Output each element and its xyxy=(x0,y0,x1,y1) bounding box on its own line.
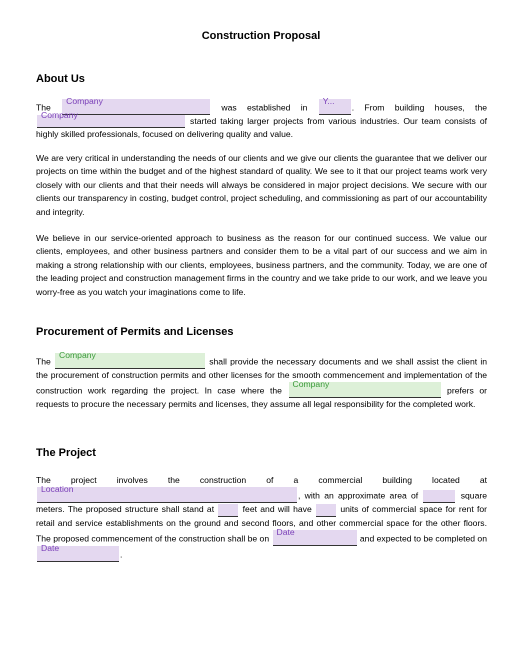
company-name-field-2[interactable]: Company xyxy=(37,115,185,128)
completion-date-field[interactable]: Date xyxy=(37,546,119,562)
about-heading: About Us xyxy=(36,73,85,85)
location-field[interactable]: Location xyxy=(37,487,297,503)
permits-paragraph: The Company shall provide the necessary documents and we shall assist the client in the procurement of construction permits and other licenses for the smooth commencement and implementation of the construction work regarding the project. In case where the Company prefers or requests to procure the necessary permits and licenses, they assume all legal responsibility for the completed work. xyxy=(36,350,488,410)
height-field[interactable] xyxy=(218,504,238,517)
about-paragraph-2: We are very critical in understanding the needs of our clients and we give our clients the guarantee that we deliver our projects on time within the budget and of the highest standard of quality. We see to it that our project teams work very closely with our clients and that their needs will always be considered in major project decisions. We secure with our clients our transparency in costing, budget control, project scheduling, and commissioning as part of our accountability and integrity. xyxy=(36,153,487,217)
units-field[interactable] xyxy=(316,504,336,517)
document-title: Construction Proposal xyxy=(201,30,321,42)
commencement-date-field[interactable]: Date xyxy=(273,530,357,546)
project-paragraph: The project involves the construction of a commercial building located at Location , with an approximate area of square meters. The proposed structure shall stand at feet and will have units of commercial space for rent for retail and service establishments on the ground and second floors, and other commercial space for the other floors. The proposed commencement of the construction shall be on Date and expected to be completed on Date . xyxy=(36,474,487,562)
project-heading: The Project xyxy=(36,447,96,459)
area-field[interactable] xyxy=(423,490,455,503)
company-name-field[interactable]: Company xyxy=(62,99,210,115)
company-name-field-3[interactable]: Company xyxy=(55,353,205,369)
permits-heading: Procurement of Permits and Licenses xyxy=(36,326,234,338)
about-paragraph-3: We believe in our service-oriented approach to business as the reason for our continued success. We value our clients, employees, and other business partners and consider them to be a vital part of our success and we aim in making a strong relationship with our clients, employees, business partners, and the community. Today, we are one of the leading project and construction management firms in the country and we take pride to our work, and we leave you worry-free as you watch your imaginations come to life. xyxy=(36,233,487,297)
year-field[interactable]: Y... xyxy=(319,99,351,115)
company-name-field-4[interactable]: Company xyxy=(289,382,441,398)
about-paragraph-1: The Company was established in Y... . From building houses, the Company started taking larger projects from various industries. Our team consists of highly skilled professionals, focused on delivering quality and value. xyxy=(36,96,488,140)
